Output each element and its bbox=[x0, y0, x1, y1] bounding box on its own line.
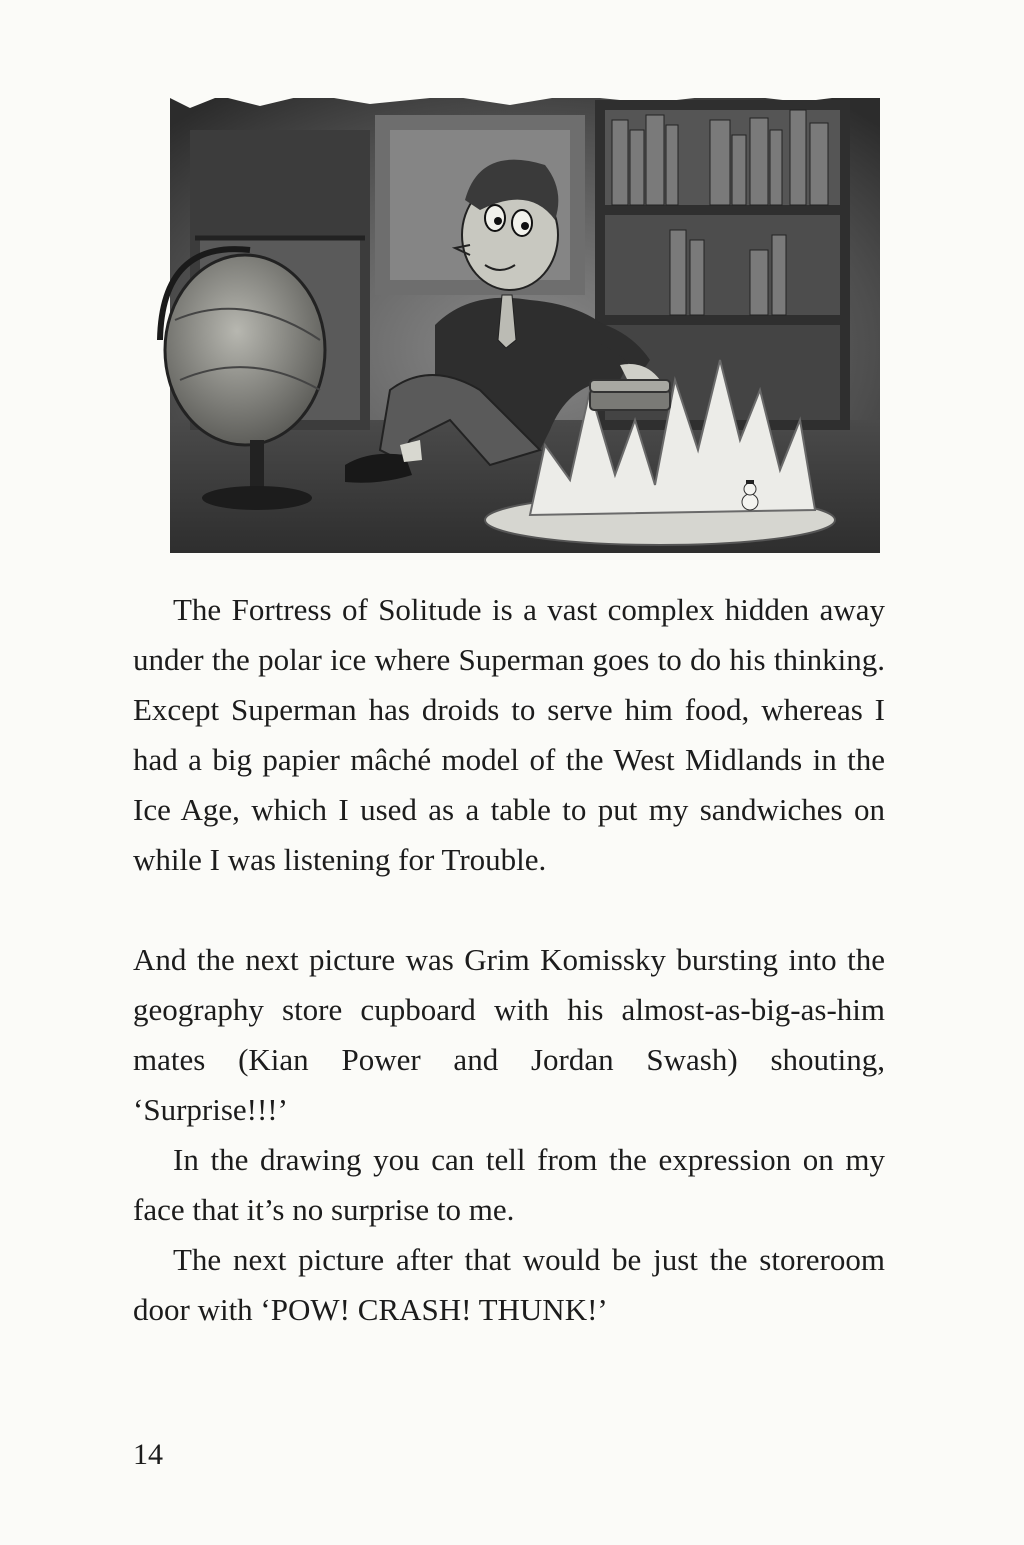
paragraph: In the drawing you can tell from the expression on my face that it’s no surprise to me. bbox=[133, 1142, 885, 1227]
body-text bbox=[133, 585, 885, 1335]
paragraph: The Fortress of Solitude is a vast complex hidden away under the polar ice where Superman goes to do his thinking. Except Superman has droids to serve him food, whereas I had a big papier mâché model of the West Midlands in the Ice Age, which I used as a table to put my sandwiches on while I was listening for Trouble. bbox=[133, 592, 885, 877]
boy-with-ice-age-model-illustration bbox=[150, 90, 885, 560]
page-number: 14 bbox=[133, 1438, 163, 1471]
illustration bbox=[150, 90, 885, 560]
paragraph: The next picture after that would be just the storeroom door with ‘POW! CRASH! THUNK!’ bbox=[133, 1242, 885, 1327]
paragraph: And the next picture was Grim Komissky bursting into the geography store cupboard with his almost-as-big-as-him mates (Kian Power and Jordan Swash) shouting, ‘Surprise!!!’ bbox=[133, 942, 885, 1127]
